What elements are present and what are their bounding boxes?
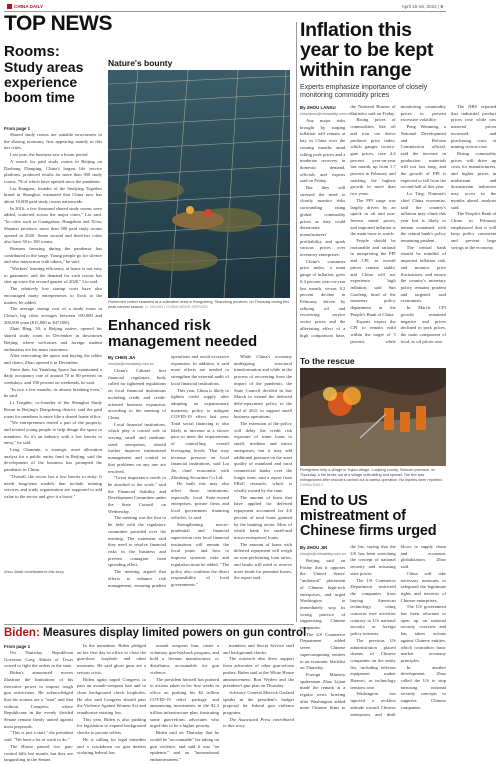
rooms-paragraph: Since then, his Yuanlong Space has maintained a daily occupancy rate of around 70 to 80 percent on weekdays, and 100 percent on weekends, he said. bbox=[4, 366, 102, 386]
biden-col-4 bbox=[223, 643, 294, 745]
biden-col-3 bbox=[150, 643, 219, 762]
rooms-paragraph: Li Tongbin, co-founder of the Shanghai Study Room in Beijing's Dongcheng district, said the paid room for members is more like a shared home office. bbox=[4, 400, 102, 419]
biden-paragraph: Biden again urged Congress to pass an assault-weapons ban and to close background check loopholes. He also said Congress should pass the Violence Against Women Act and reauthorize existing law. bbox=[77, 676, 146, 716]
rooms-paragraph: Shared study rooms are suitable newcomers to the sharing economy, first appearing mainly in this tier cities. bbox=[4, 132, 102, 151]
us-firms-body bbox=[300, 544, 446, 744]
rooms-credit: Zhou Jiaxin contributed to this story. bbox=[4, 570, 65, 574]
rooms-paragraph: The average startup cost of a study room in China's big cities averages between 100,000 and 300,000 yuan ($15,800 to $47,000). bbox=[4, 306, 102, 325]
inflation-paragraph: Peng Wenming, a National Development and Reform Commission official, said the increase in production materials will not last long, and the growth of PPI is expected to fall from the second half of this year. bbox=[400, 124, 446, 190]
risk-paragraph: While China's economy undergoing structural transformation and while in the process of recovering from the impact of the pandemic, the State Council decided in late March to extend the deferred debt-repayment policy to the end of 2021 to support small business operations. bbox=[234, 354, 292, 420]
biden-kicker: Biden: bbox=[4, 627, 40, 639]
risk-paragraph: The extension of the policy will delay the credit risk exposure of some loans to small, medium and micro enterprises, but it may add additional pressure on the asset quality of mainland and rural commercial banks over the longer term, said a report from PBoC research, which is wholly owned by the state. bbox=[234, 421, 292, 494]
us-firms-byline: By ZHOU JIN zhoujin@chinadaily.com.cn bbox=[300, 545, 346, 556]
biden-from-page: From page 1 bbox=[4, 644, 31, 649]
risk-paragraph: He built risk may also affect those institutions, especially local State-owned enterprises, private firms and local government financing vehicles, Li said. bbox=[171, 481, 229, 520]
inflation-paragraph: Any major risks brought by surging inflation will remain at bay in China over the coming months amid falling pork prices and a moderate recovery in domestic demand, officials and experts said on Friday. bbox=[300, 118, 346, 184]
biden-headline bbox=[4, 627, 307, 640]
us-firms-paragraph: Foreign Ministry spokesman Zhao Lijian made the remark at a regular news briefing after Washington added more Chinese firms to the list, saying that the US has been stretching the concept of national security and misusing state power. bbox=[300, 544, 396, 711]
biden-paragraph: This year, Biden is also pushing for legislation to expand background checks to private sellers. bbox=[77, 716, 146, 736]
biden-paragraph: The president himself has pointed to actions taken in his first weeks in office on pushing his $2 trillion COVID-19 relief package and announcing investments in the $2.3 trillion infrastructure plan, frustrating some gun-reform advocates who urged this to be a higher priority. bbox=[150, 676, 219, 729]
inflation-paragraph: Rising prices of commodities like oil and iron ore drove producer price index, which gauges factory-gate prices, rose 4.4 percent year-on-year last month, up from 1.7 percent in February and marking the highest growth in more than two years. bbox=[350, 117, 396, 197]
risk-paragraph: Local financial institutions, which play a crucial role in serving small and medium-sized enterprises, should further improve institutional management and control so that problems on any one are resolved. bbox=[108, 421, 166, 474]
biden-paragraph: "This is just a start," the president said. "We have a lot of work to do." bbox=[4, 730, 73, 743]
inflation-paragraph: In March, CPI growth remained negative and prices declined in pork prices, the main component of food, as oil prices rose. bbox=[400, 305, 446, 344]
risk-email: chenjia@chinadaily.com.cn bbox=[108, 362, 154, 366]
inflation-paragraph: The NBS reported that industrial product prices rose while raw material prices increased, and purchasing costs of mining sectors rose. bbox=[450, 104, 496, 150]
biden-paragraph: The House passed two gun-control bills last month, but they are languishing in the Senate. bbox=[4, 743, 73, 763]
rooms-headline: Study areas experience boom time bbox=[4, 59, 84, 105]
biden-headline-text: Measures display limited powers on gun control bbox=[42, 627, 307, 639]
biden-paragraph: In the meantime, Biden pledged on his first day in office to close the gun-show loophole and other measures. He said ghost guns are a serious crisis. bbox=[77, 643, 146, 675]
rooms-paragraph: "In two a few months, its almost breaking even," he said. bbox=[4, 386, 102, 399]
rooms-paragraph: Reasons favoring during the pandemic has contributed to the surge. Young people go for silence and also interaction with others," he said. bbox=[4, 245, 102, 265]
rescue-photo bbox=[300, 368, 446, 466]
rooms-paragraph: "We entrepreneurs rented a part of the property, and invited young people to help design the space to members. So it's an industry with a low barrier to entry," he said. bbox=[4, 420, 102, 446]
inflation-byline: By ZHOU LANXU zhoulanxu@chinadaily.com.cn bbox=[300, 105, 352, 116]
nature-photo bbox=[108, 70, 290, 298]
us-firms-paragraph: The US Commerce Department added seven Chinese supercomputing entities to an economic blacklist on Thursday. bbox=[300, 631, 346, 671]
masthead-date: April 15-16, 2024 | 5 bbox=[401, 4, 443, 9]
masthead-logo: CHINA DAILY bbox=[7, 2, 43, 11]
inflation-paragraph: The central bank should be mindful of imported inflation risk, and monitor price fluctuations, and ensure the country's monetary policy remains prudent and targeted, said economists. bbox=[400, 244, 446, 304]
us-firms-paragraph: The US Commerce Department restricted the companies from buying American technology, citing concerns over activities contrary to US national security or foreign policy interests. bbox=[350, 577, 396, 637]
masthead bbox=[4, 2, 446, 12]
biden-paragraph: members and Secret Service staff and background checks. bbox=[223, 643, 294, 655]
biden-paragraph: Advisory General Merrick Garland speaks in the president's budget proposal for federal gun violence programs. bbox=[223, 689, 294, 716]
section-title: TOP NEWS bbox=[4, 12, 113, 35]
rooms-paragraph: The relatively low startup costs have also encouraged many entrepreneurs to flock to the market, he added. bbox=[4, 286, 102, 305]
rescue-caption bbox=[300, 468, 446, 488]
us-firms-headline: End to US mistreatment of Chinese firms urged bbox=[300, 493, 437, 539]
rooms-kicker: Rooms: bbox=[4, 43, 60, 60]
rooms-paragraph: A search for paid study rooms in Beijing on Dazhong Dianping, China's largest life service platform, produced results for more than 300 study rooms, 78 of which have opened since the pandemic. bbox=[4, 158, 102, 184]
rooms-paragraph: Liu Kangsen, founder of the Studying Together brand in Shanghai, estimated that China now has about 10,000 paid study rooms nationwide. bbox=[4, 185, 102, 205]
nature-caption-text: Fishermen collect seaweed at a cultivation area in Rongcheng, Shandong province, on Thursday during this peak harvest season. bbox=[108, 300, 290, 309]
inflation-paragraph: Experts expect the CPI to remain mild within the target of 3 percent, while monitoring commodity prices to prevent excessive volatility. bbox=[350, 104, 446, 344]
risk-paragraph: The meeting argued that efforts to enhance risk management, ensuring prudent operations and avoid excessive expansion. In addition, it said more efforts are needed to strengthen the external audit of local financial institutions. bbox=[108, 354, 229, 588]
rescue-kicker: To the rescue bbox=[300, 356, 355, 366]
inflation-paragraph: The PPI surge was largely driven by an uptick in oil and non-ferrous metal prices, and imported inflation is the main issue to watch. bbox=[350, 197, 396, 237]
rooms-paragraph: "Overall, the sector has a low barrier to entry. It needs long-term models that include training services and study organization are supposed to add value to the sector and give it a boost." bbox=[4, 473, 102, 499]
nature-kicker: Nature's bounty bbox=[108, 58, 173, 68]
nature-caption-credit: LI XINJUN / CHINA NEWS SERVICE bbox=[145, 305, 208, 309]
biden-paragraph: Biden said on Thursday that he would be "accountable" for taking on gun violence, and said it was "an epidemic" and an "international embarrassment." bbox=[150, 730, 219, 762]
inflation-email: zhoulanxu@chinadaily.com.cn bbox=[300, 112, 352, 116]
column-divider bbox=[296, 22, 297, 622]
biden-top-rule bbox=[4, 624, 294, 625]
rooms-body bbox=[4, 125, 102, 567]
risk-paragraph: The amount of loans with deferred repayment will weigh on non-performing loan ratios, and banks will need to reserve more funds for potential losses, the report said. bbox=[234, 541, 292, 581]
rooms-paragraph: After renovating the space and buying the tables and chairs, Zhao opened it in December. bbox=[4, 353, 102, 365]
inflation-body bbox=[300, 104, 496, 352]
biden-paragraph: The outreach also drew support from advocates of other gun-reform pushes, Biden said at the White House announcement. Ron Wyden and the president's gun plan on Thursday. bbox=[223, 656, 294, 689]
rescue-caption-credit: CHINA DAILY bbox=[300, 483, 324, 487]
nature-caption bbox=[108, 300, 290, 310]
risk-headline: Enhanced risk management needed bbox=[108, 317, 258, 350]
inflation-paragraph: Rising commodity prices will drive up costs for manufacturers, and higher prices in midstream and downstream industries may occur in the months ahead, analysts said. bbox=[450, 150, 496, 210]
risk-paragraph: The amount of loans that have applied for deferred repayment accounted for 4.6 percent of total loans granted by the banking sector. Most of which bank for small-and micro-enterprises' loans. bbox=[234, 494, 292, 540]
biden-col-1 bbox=[4, 643, 73, 763]
biden-paragraph: On Thursday, Republican Governor Greg Abbott of Texas vowed to fight the orders in the state. bbox=[4, 650, 73, 669]
inflation-subhead: Experts emphasize importance of closely monitoring commodity prices bbox=[300, 84, 428, 99]
us-firms-paragraph: In another development, Zhao called the US to stop misusing national security concepts to suppress Chinese companies. bbox=[400, 664, 446, 710]
inflation-headline: Inflation this year to be kept within range bbox=[300, 19, 434, 81]
risk-paragraph: This year, China is likely to tighten credit supply after adopting an expansionary monetary policy to mitigate COVID-19 effect last year. Total social financing is also likely to increase at a slower pace to meet the requirements of controlling overall leveraging levels. That may increase pressure on local financial institutions, said Liu Jie, chief economist with Zhesheng Securities Co Ltd. bbox=[171, 387, 229, 480]
biden-credit: The Associated Press contributed to this story. bbox=[223, 716, 294, 729]
us-firms-paragraph: Washington has injected a reckless attitude toward Chinese enterprises and dealt blows to supply chain and economic globalization, Zhao said. bbox=[350, 544, 446, 717]
risk-body bbox=[108, 354, 292, 620]
risk-paragraph: China's Cabinet first financial regulators body called for tightened regulations on local financial institutions including credit and credit-oriented business expansion, according to the meeting of China. bbox=[108, 368, 166, 420]
biden-paragraph: He is calling for legal remedies and a crackdown on gun dealers violating federal law. bbox=[77, 736, 146, 756]
us-firms-paragraph: The previous US administration placed dozens of Chinese companies on the entity list, including telecom equipment maker Huawei, as technology tensions rose. bbox=[350, 637, 396, 690]
inflation-paragraph: Lu Ting, Nomura's chief China economist, said the country's inflation may climb this year but is likely to remain contained, with the central bank's policy remaining prudent. bbox=[400, 191, 446, 244]
risk-paragraph: "Great importance needs to be attached to the work," said the Financial Stability and Development Committee under the State Council on Wednesday. bbox=[108, 475, 166, 514]
logo-icon bbox=[7, 4, 12, 9]
us-firms-paragraph: Beijing said on Friday that it opposes the United States' "unilateral" placement of Chinese high-tech enterprises, and urged Washington to immediately stop its wrong practice of suppressing Chinese companies. bbox=[300, 558, 346, 631]
inflation-paragraph: China's consumer price index, a main gauge of inflation, grew 0.4 percent year-on-year last month, versus 0.2 percent decline in February, driven by rallying oil and recovering service sector prices and the alleviating effect of a high comparison base, the National Bureau of Statistics said on Friday. bbox=[300, 104, 396, 338]
inflation-paragraph: But they still stressed the need to closely monitor risks surrounding rising global commodity prices as they could deteriorate manufacturers' profitability and spark various prices over inventory enterprises. bbox=[300, 185, 346, 258]
rooms-paragraph: In 2016, a few thousand shared study rooms were added, scattered across the major cities," Liu said. "In cities such as Guangzhou, Hangzhou and Xi'an, Shaanxi province, more than 500 paid study rooms opened in 2020. Some second and third-tier cities also have 50 to 100 rooms. bbox=[4, 205, 102, 245]
inflation-paragraph: The People's Bank of China in February emphasized that it will keep policy consistent and prevent large swings in the economy. bbox=[450, 211, 496, 250]
us-firms-paragraph: The US government has been reluctant to open up on national security concerns and has taken actions against Chinese entities, which contradicts basic market economy principles. bbox=[400, 604, 446, 663]
rooms-from-page: From page 1 bbox=[4, 126, 31, 131]
biden-col-2 bbox=[77, 643, 146, 756]
risk-paragraph: Strengthening macro-prudential and financial supervision over local financial institutions will remain the focal point, and how to improve systemic risks and regulation must be added. "The policy also confirms the direct responsibility of local governments." bbox=[171, 521, 229, 587]
inflation-paragraph: People should be reasonable and rational in interpreting the PPI and CPI, as overall prices remain stable, and China will not experience high inflation, said Sun Guofeng, head of the monetary policy department at the People's Bank of China. bbox=[350, 238, 396, 317]
biden-paragraph: Biden's announced moves illustrate the limitations of his executive power to impose tough gun restrictions. He acknowledged that his actions are a "start" and that without Congress, where Republicans in the evenly divided Senate remain firmly united against most proposals. bbox=[4, 670, 73, 729]
risk-paragraph: The meeting was the first to be held with the regulatory committee presided over the meeting. The statement said they need to resolve financial risks in the business and prevent contagion from spreading effect. bbox=[108, 515, 166, 568]
rooms-paragraph: "Workers' learning efficiency at home is not easy to guarantee, and the demand for such rooms has shot up since the second quarter of 2020," Liu said. bbox=[4, 266, 102, 285]
us-firms-paragraph: China will take necessary measures to safeguard the legitimate rights and interests of Chinese enterprises. bbox=[400, 570, 446, 603]
rooms-paragraph: Last year, the business saw a boom period. bbox=[10, 152, 89, 158]
rescue-caption-text: Firefighters help a village in Yujiao village, Luojiang county, Sichuan province, on Thursday. A fire broke out at a village outbuilding and spread. The fire was extinguished after rescuers carried out a careful operation. No injuries were reported. bbox=[300, 468, 443, 482]
rooms-paragraph: Zhao Bing, 50, a Beijing native, opened his shared study room in December in downtown Beijing, where welcomes and foreign student enthusiasts are his main customers. bbox=[4, 326, 102, 352]
biden-paragraph: assault weapons ban, create a voluntary gun-buyback program, and hold a firearm manufacturer, or distributor, accountable for gun violence. bbox=[150, 643, 219, 675]
us-firms-email: zhoujin@chinadaily.com.cn bbox=[300, 552, 346, 556]
risk-byline: By CHEN JIA chenjia@chinadaily.com.cn bbox=[108, 354, 166, 368]
rooms-paragraph: Leng Chunmin, a strategic asset allocation analyst for a public entity fund in Beijing, said the development of the business has prompted the pandemic in China. bbox=[4, 447, 102, 473]
